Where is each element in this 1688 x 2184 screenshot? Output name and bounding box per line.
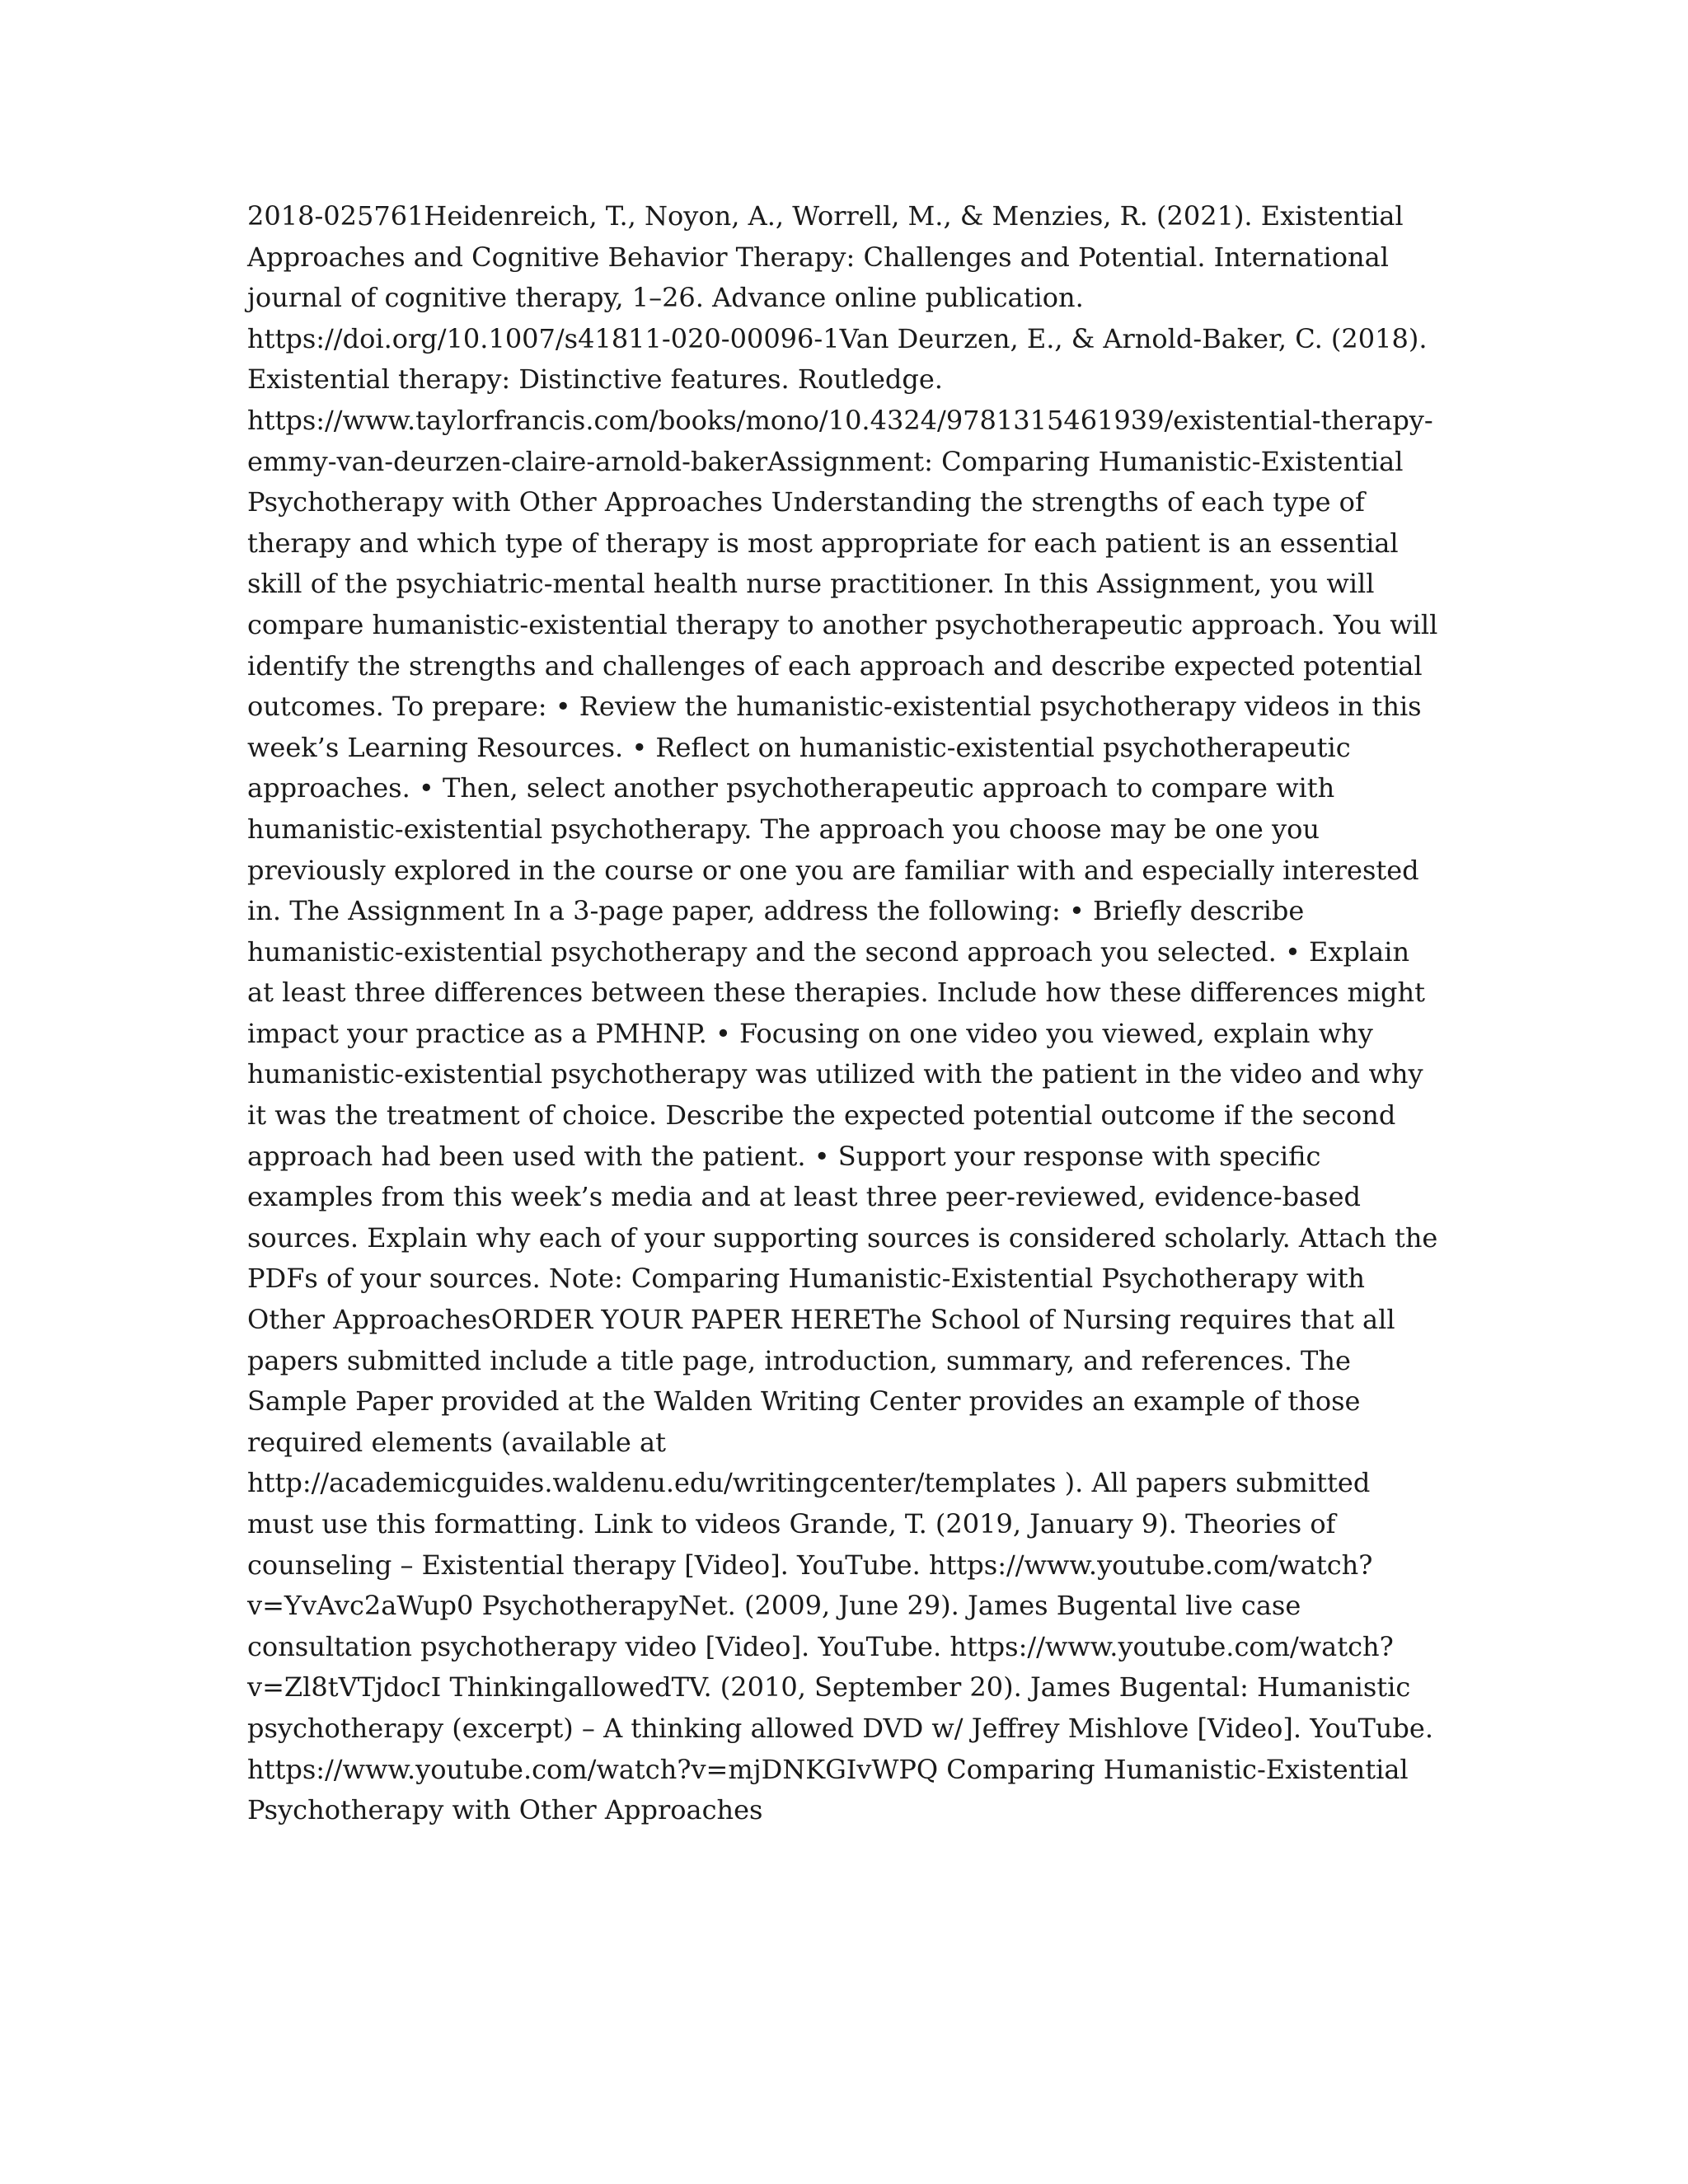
body-paragraph: 2018-025761Heidenreich, T., Noyon, A., Worrell, M., & Menzies, R. (2021). Existential Approaches and Cognitive Behavior Therapy: Challenges and Potential. International journal of cognitive therapy, 1–26. Advance online publication. https://doi.org/10.1007/s41811-020-00096-1Van Deurzen, E., & Arnold-Baker, C. (2018). Existential therapy: Distinctive features. Routledge. https://www.taylorfrancis.com/books/mono/10.4324/9781315461939/existential-therapy-emmy-van-deurzen-claire-arnold-bakerAssignment: Comparing Humanistic-Existential Psychotherapy with Other Approaches Understanding the strengths of each type of therapy and which type of therapy is most appropriate for each patient is an essential skill of the psychiatric-mental health nurse practitioner. In this Assignment, you will compare humanistic-existential therapy to another psychotherapeutic approach. You will identify the strengths and challenges of each approach and describe expected potential outcomes. To prepare: • Review the humanistic-existential psychotherapy videos in this week’s Learning Resources. • Reflect on humanistic-existential psychotherapeutic approaches. • Then, select another psychotherapeutic approach to compare with humanistic-existential psychotherapy. The approach you choose may be one you previously explored in the course or one you are familiar with and especially interested in. The Assignment In a 3-page paper, address the following: • Briefly describe humanistic-existential psychotherapy and the second approach you selected. • Explain at least three differences between these therapies. Include how these differences might impact your practice as a PMHNP. • Focusing on one video you viewed, explain why humanistic-existential psychotherapy was utilized with the patient in the video and why it was the treatment of choice. Describe the expected potential outcome if the second approach had been used with the patient. • Support your response with specific examples from this week’s media and at least three peer-reviewed, evidence-based sources. Explain why each of your supporting sources is considered scholarly. Attach the PDFs of your sources. Note: Comparing Humanistic-Existential Psychotherapy with Other ApproachesORDER YOUR PAPER HEREThe School of Nursing requires that all papers submitted include a title page, introduction, summary, and references. The Sample Paper provided at the Walden Writing Center provides an example of those required elements (available at http://academicguides.waldenu.edu/writingcenter/templates ). All papers submitted must use this formatting. Link to videos Grande, T. (2019, January 9). Theories of counseling – Existential therapy [Video]. YouTube. https://www.youtube.com/watch?v=YvAvc2aWup0 PsychotherapyNet. (2009, June 29). James Bugental live case consultation psychotherapy video [Video]. YouTube. https://www.youtube.com/watch?v=Zl8tVTjdocI ThinkingallowedTV. (2010, September 20). James Bugental: Humanistic psychotherapy (excerpt) – A thinking allowed DVD w/ Jeffrey Mishlove [Video]. YouTube. https://www.youtube.com/watch?v=mjDNKGIvWPQ Comparing Humanistic-Existential Psychotherapy with Other Approaches — [247, 200, 1438, 1826]
document-content — [247, 196, 1441, 1831]
